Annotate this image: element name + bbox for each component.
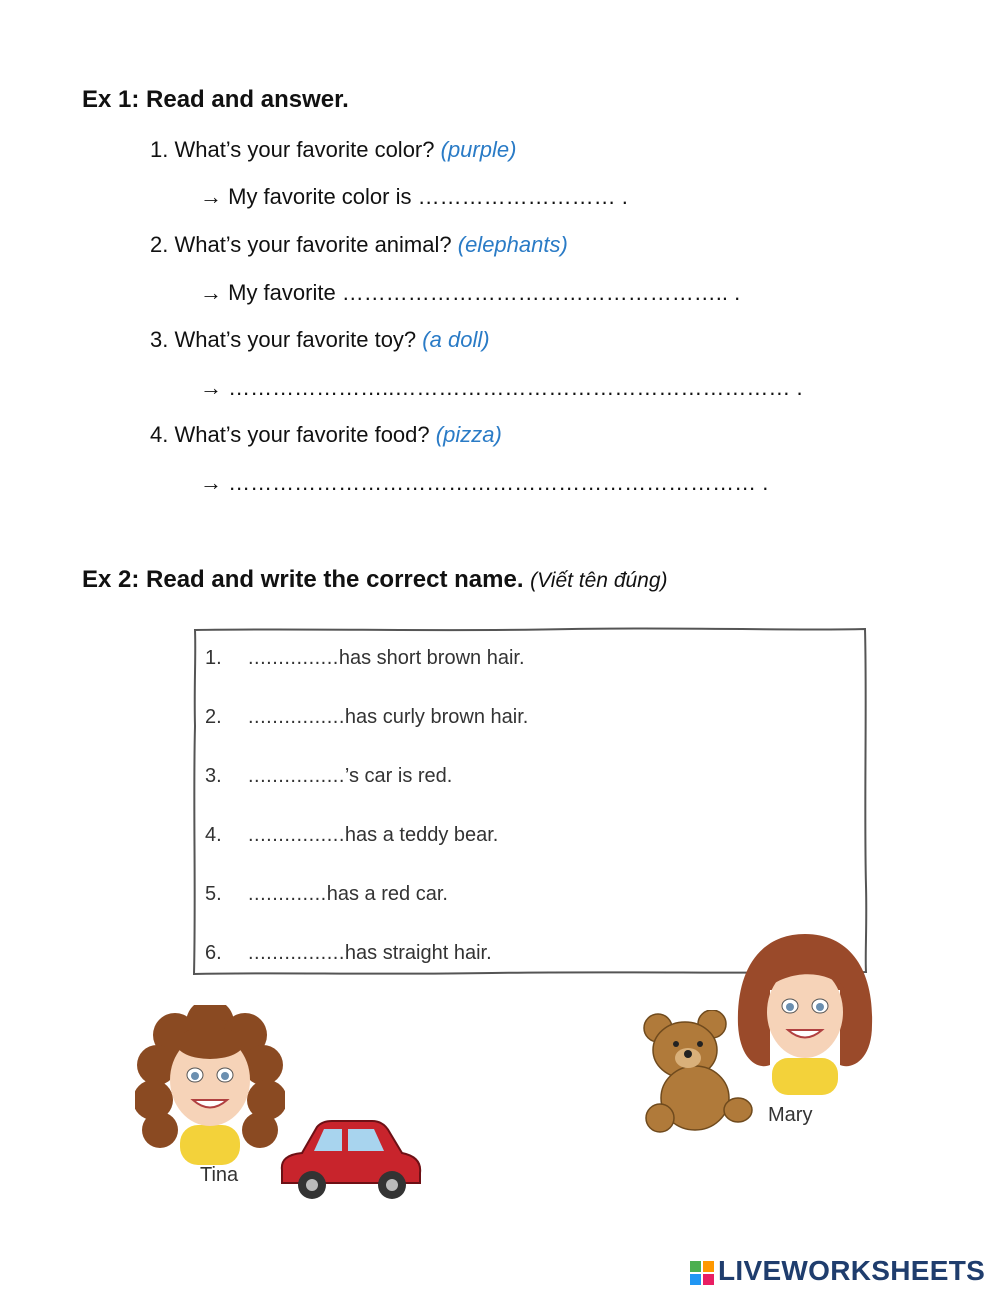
answer-line[interactable]: → ……………………………………………………………… . <box>200 470 769 495</box>
row-number: 3. <box>205 765 222 787</box>
question-hint: (elephants) <box>457 232 568 257</box>
question-text: 2. What’s your favorite animal? <box>150 232 452 257</box>
ex2-title <box>82 566 668 594</box>
question-hint: (a doll) <box>422 327 490 352</box>
red-car-illustration <box>272 1115 427 1205</box>
sentence-row-6 <box>205 942 492 965</box>
sentence-row-3 <box>205 765 452 788</box>
name-blank[interactable]: ................ <box>248 824 345 846</box>
question-text: 4. What’s your favorite food? <box>150 422 430 447</box>
ex1-question-4 <box>150 422 502 448</box>
sentence-row-1 <box>205 647 525 670</box>
ex1-answer-4[interactable] <box>200 470 768 496</box>
answer-line[interactable]: → My favorite color is ……………………… . <box>200 184 628 209</box>
sentence-row-2 <box>205 706 528 729</box>
ex1-question-2 <box>150 232 568 258</box>
answer-line[interactable]: → My favorite …………………………………………….. . <box>200 280 741 305</box>
name-blank[interactable]: ................ <box>248 706 345 728</box>
tina-label: Tina <box>200 1164 239 1186</box>
ex1-answer-3[interactable] <box>200 375 803 401</box>
row-text: ’s car is red. <box>344 765 453 787</box>
name-blank[interactable]: ................ <box>248 942 345 964</box>
sentence-row-5 <box>205 883 448 906</box>
logo-text: LIVEWORKSHEETS <box>718 1255 986 1286</box>
row-text: has a teddy bear. <box>344 824 499 846</box>
mary-illustration <box>730 930 880 1095</box>
row-text: has a red car. <box>326 883 448 905</box>
ex1-question-3 <box>150 327 490 353</box>
row-number: 4. <box>205 824 222 846</box>
ex1-answer-1[interactable] <box>200 184 628 210</box>
mary-label: Mary <box>768 1104 813 1126</box>
name-blank[interactable]: ................ <box>248 765 345 787</box>
tina-illustration <box>135 1005 285 1165</box>
liveworksheets-logo <box>690 1255 985 1287</box>
row-number: 5. <box>205 883 222 905</box>
ex2-title-text: Ex 2: Read and write the correct name. <box>82 566 524 593</box>
ex1-title: Ex 1: Read and answer. <box>82 86 349 113</box>
question-hint: (pizza) <box>435 422 502 447</box>
sentence-row-4 <box>205 824 498 847</box>
ex1-answer-2[interactable] <box>200 280 740 306</box>
row-text: has curly brown hair. <box>344 706 529 728</box>
row-number: 2. <box>205 706 222 728</box>
row-number: 1. <box>205 647 222 669</box>
question-hint: (purple) <box>440 137 517 162</box>
name-blank[interactable]: ............... <box>248 647 339 669</box>
ex2-title-note: (Viết tên đúng) <box>530 569 668 592</box>
row-text: has straight hair. <box>344 942 492 964</box>
liveworksheets-logo-icon <box>690 1261 714 1285</box>
question-text: 1. What’s your favorite color? <box>150 137 435 162</box>
name-blank[interactable]: ............. <box>248 883 327 905</box>
answer-line[interactable]: → …………………..……………………………………………… . <box>200 375 803 400</box>
ex1-question-1 <box>150 137 516 163</box>
row-text: has short brown hair. <box>338 647 525 669</box>
row-number: 6. <box>205 942 222 964</box>
sentence-box <box>192 626 868 976</box>
question-text: 3. What’s your favorite toy? <box>150 327 417 352</box>
